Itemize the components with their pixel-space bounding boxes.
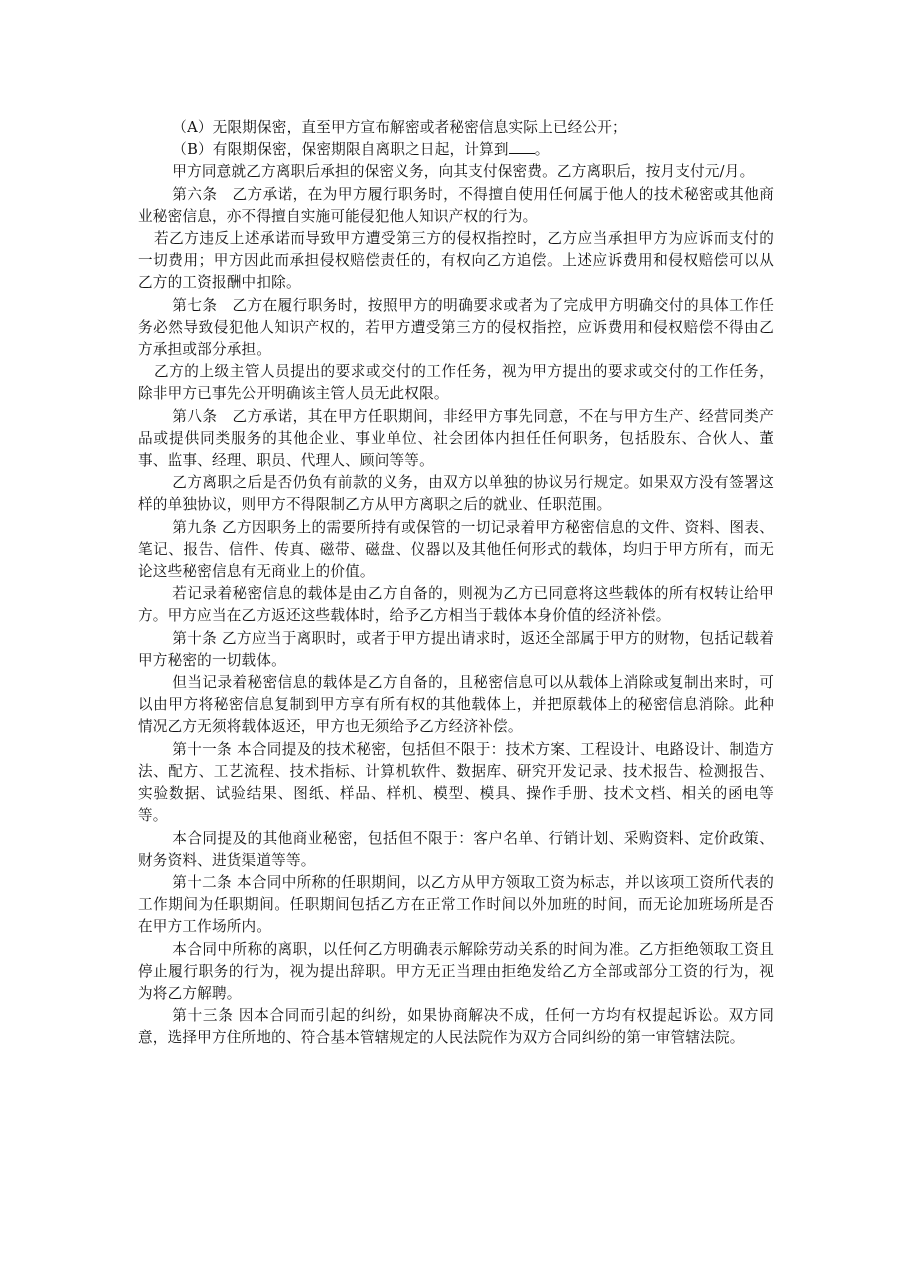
article-12: 第十二条 本合同中所称的任职期间，以乙方从甲方领取工资为标志，并以该项工资所代表的工作期间为任职期间。任职期间包括乙方在正常工作时间以外加班的时间，而无论加班场所是否在甲方工作场所内。 [138, 873, 774, 936]
article-6: 第六条 乙方承诺，在为甲方履行职务时，不得擅自使用任何属于他人的技术秘密或其他商业秘密信息，亦不得擅自实施可能侵犯他人知识产权的行为。 [138, 185, 774, 225]
article-6-breach: 若乙方违反上述承诺而导致甲方遭受第三方的侵权指控时，乙方应当承担甲方为应诉而支付的一切费用；甲方因此而承担侵权赔偿责任的，有权向乙方追偿。上述应诉费用和侵权赔偿可以从乙方的工资报酬中扣除。 [138, 230, 774, 292]
article-8: 第八条 乙方承诺，其在甲方任职期间，非经甲方事先同意，不在与甲方生产、经营同类产品或提供同类服务的其他企业、事业单位、社会团体内担任任何职务，包括股东、合伙人、董事、监事、经理、职员、代理人、顾问等等。 [138, 407, 774, 470]
article-11: 第十一条 本合同提及的技术秘密，包括但不限于：技术方案、工程设计、电路设计、制造方法、配方、工艺流程、技术指标、计算机软件、数据库、研究开发记录、技术报告、检测报告、实验数据、试验结果、图纸、样品、样机、模型、模具、操作手册、技术文档、相关的函电等等。 [138, 740, 774, 825]
article-9-own-carrier: 若记录着秘密信息的载体是由乙方自备的，则视为乙方已同意将这些载体的所有权转让给甲方。甲方应当在乙方返还这些载体时，给予乙方相当于载体本身价值的经济补偿。 [138, 585, 774, 625]
article-11-other-secrets: 本合同提及的其他商业秘密，包括但不限于：客户名单、行销计划、采购资料、定价政策、财务资料、进货渠道等等。 [138, 829, 774, 869]
article-13: 第十三条 因本合同而引起的纠纷，如果协商解决不成，任何一方均有权提起诉讼。双方同意，选择甲方住所地的、符合基本管辖规定的人民法院作为双方合同纠纷的第一审管辖法院。 [138, 1007, 774, 1047]
article-8-after-leave: 乙方离职之后是否仍负有前款的义务，由双方以单独的协议另行规定。如果双方没有签署这样的单独协议，则甲方不得限制乙方从甲方离职之后的就业、任职范围。 [138, 474, 774, 514]
clause-b-end: 。 [534, 141, 550, 159]
article-7: 第七条 乙方在履行职务时，按照甲方的明确要求或者为了完成甲方明确交付的具体工作任务必然导致侵犯他人知识产权的，若甲方遭受第三方的侵权指控，应诉费用和侵权赔偿不得由乙方承担或部分承担。 [138, 296, 774, 359]
clause-b-text: （B）有限期保密，保密期限自离职之日起，计算到 [172, 141, 509, 159]
fill-blank-date[interactable] [509, 141, 535, 154]
contract-page [138, 117, 774, 1050]
article-10: 第十条 乙方应当于离职时，或者于甲方提出请求时，返还全部属于甲方的财物，包括记载着甲方秘密的一切载体。 [138, 629, 774, 669]
clause-b-limited [138, 139, 774, 161]
article-10-copy: 但当记录着秘密信息的载体是乙方自备的，且秘密信息可以从载体上消除或复制出来时，可以由甲方将秘密信息复制到甲方享有所有权的其他载体上，并把原载体上的秘密信息消除。此种情况乙方无须将载体返还，甲方也无须给予乙方经济补偿。 [138, 674, 774, 736]
paragraph-confidentiality-fee: 甲方同意就乙方离职后承担的保密义务，向其支付保密费。乙方离职后，按月支付元/月。 [172, 163, 755, 181]
article-12-leave-definition: 本合同中所称的离职，以任何乙方明确表示解除劳动关系的时间为准。乙方拒绝领取工资且停止履行职务的行为，视为提出辞职。甲方无正当理由拒绝发给乙方全部或部分工资的行为，视为将乙方解聘。 [138, 940, 774, 1002]
clause-a-unlimited: （A）无限期保密，直至甲方宣布解密或者秘密信息实际上已经公开； [172, 119, 627, 136]
article-7-supervisor: 乙方的上级主管人员提出的要求或交付的工作任务，视为甲方提出的要求或交付的工作任务，除非甲方已事先公开明确该主管人员无此权限。 [138, 363, 774, 403]
article-9: 第九条 乙方因职务上的需要所持有或保管的一切记录着甲方秘密信息的文件、资料、图表、笔记、报告、信件、传真、磁带、磁盘、仪器以及其他任何形式的载体，均归于甲方所有，而无论这些秘密信息有无商业上的价值。 [138, 518, 774, 581]
